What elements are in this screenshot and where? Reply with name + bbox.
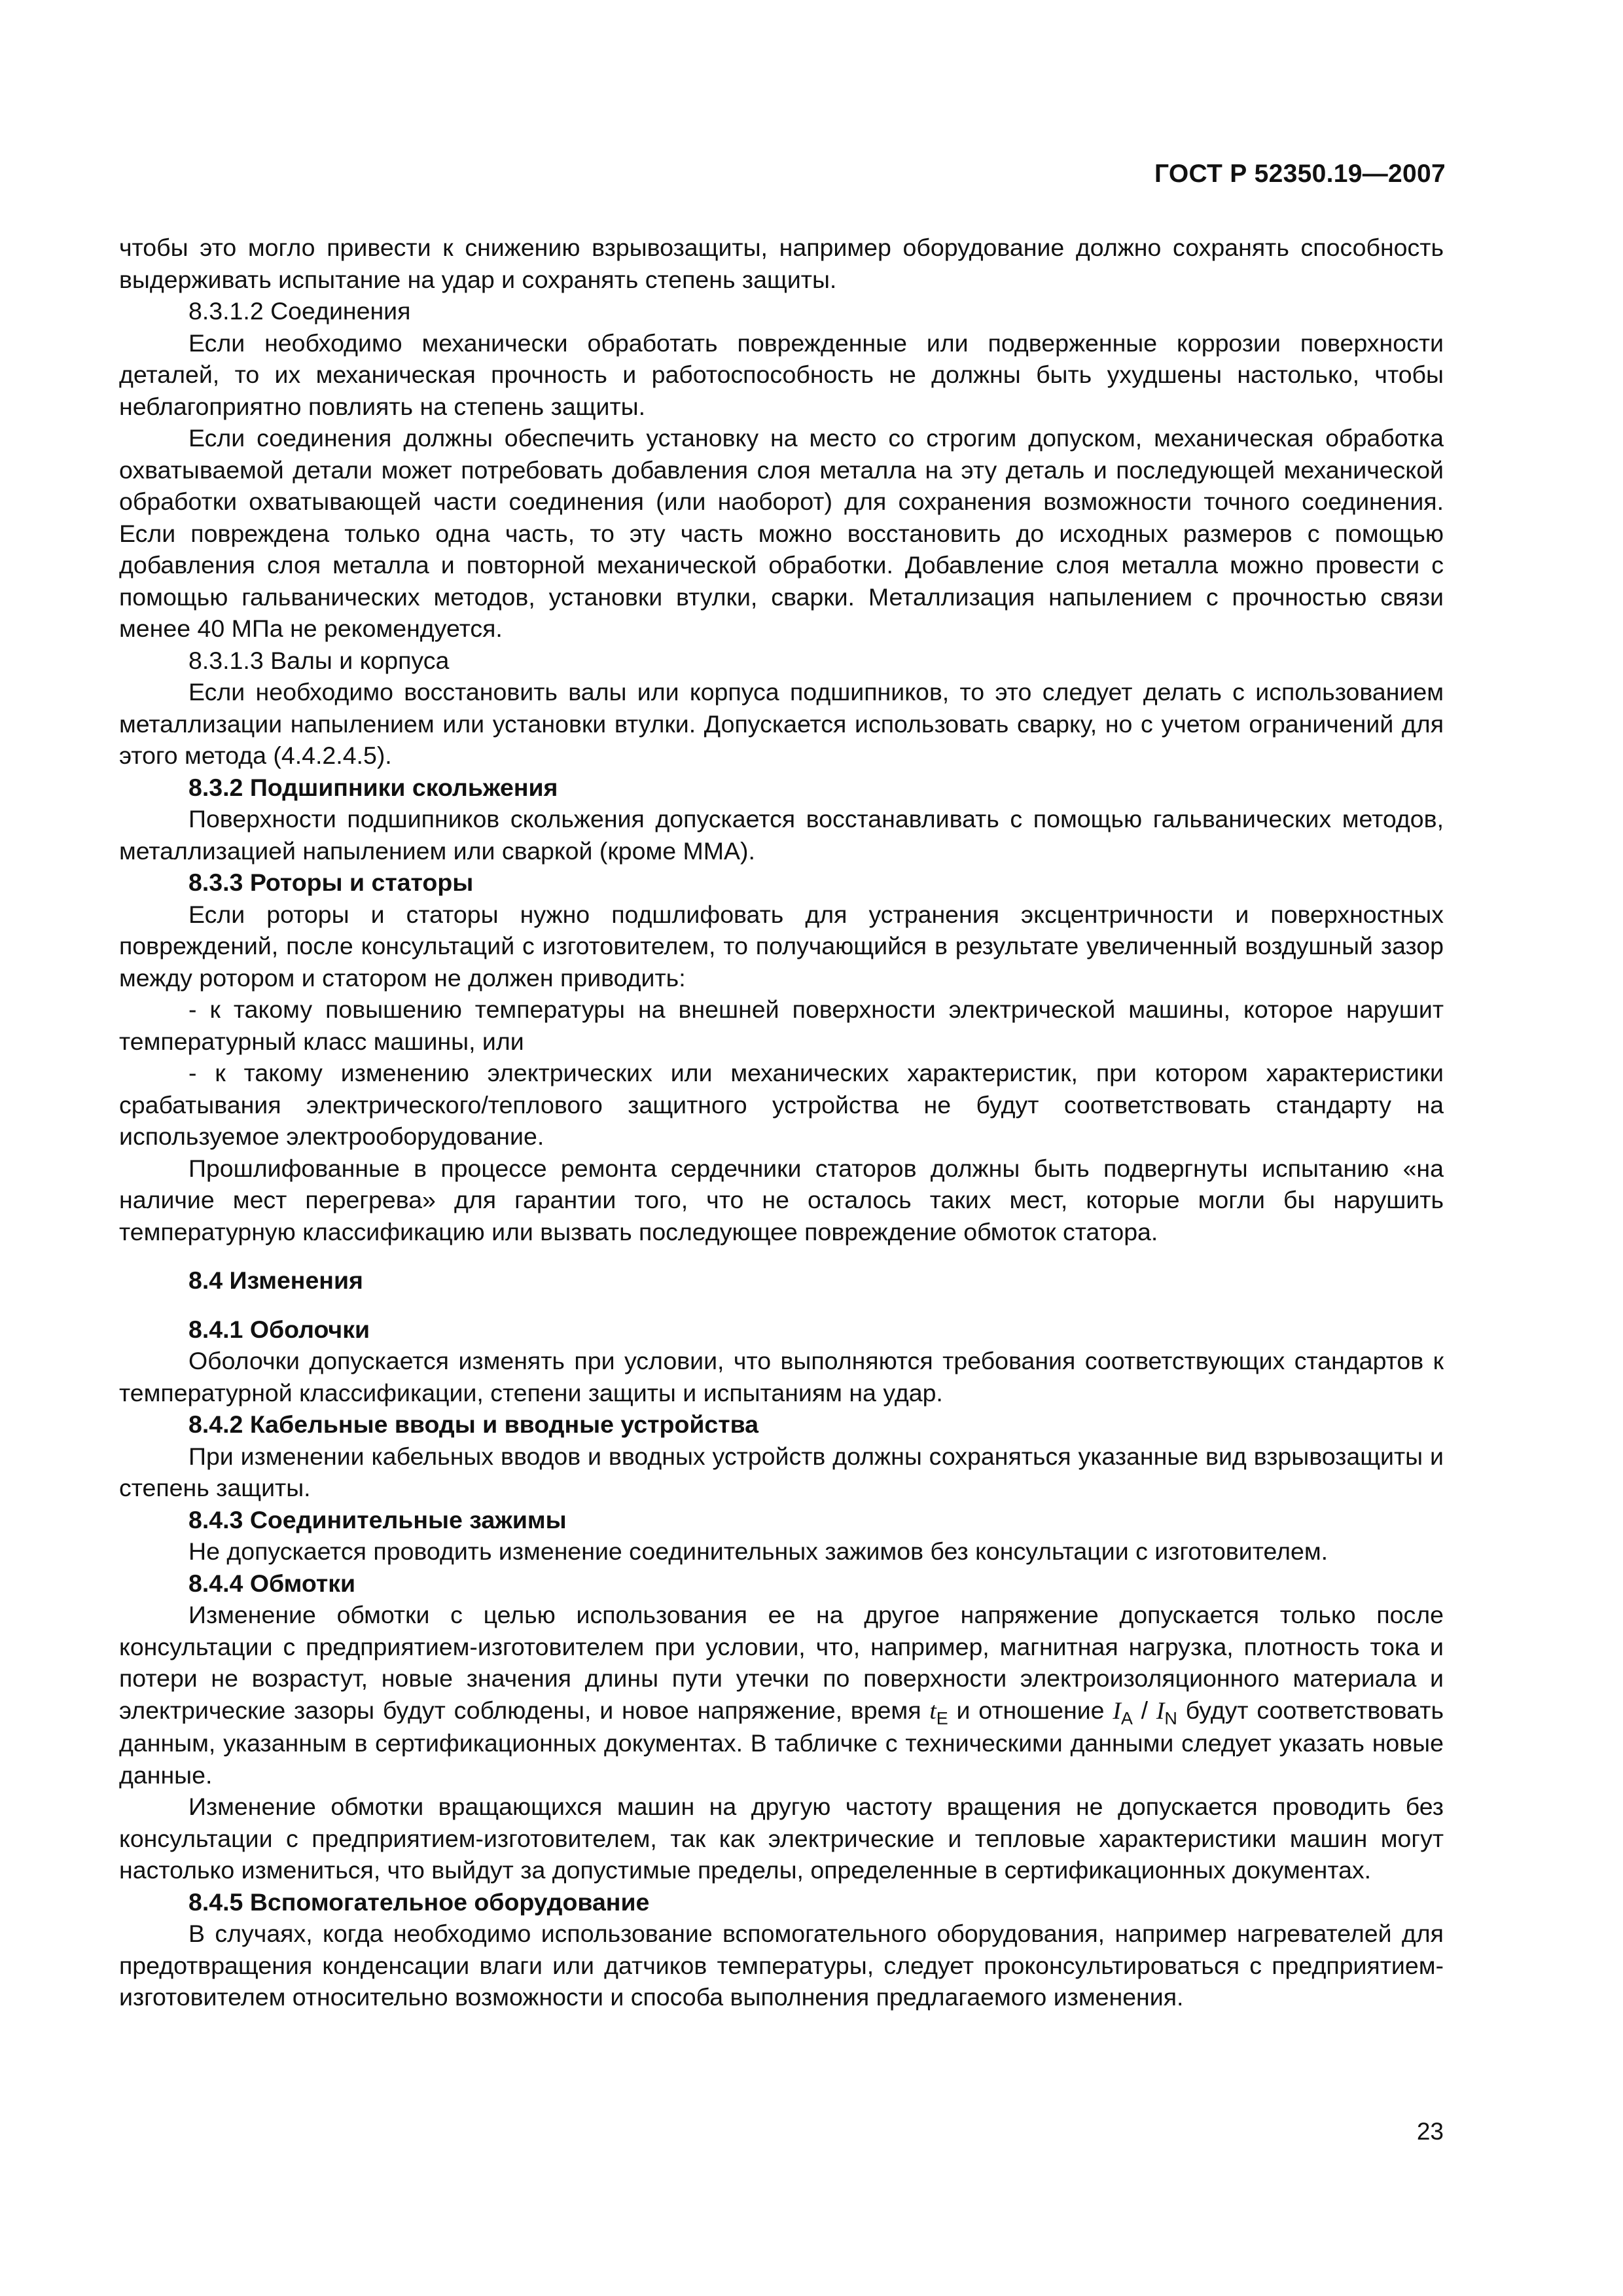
- paragraph: Прошлифованные в процессе ремонта сердечники статоров должны быть подвергнуты испытанию «на наличие мест перегрева» для гарантии того, что не осталось таких мест, которые могли бы нарушить температурную классификацию или вызвать последующее повреждение обмоток статора.: [119, 1154, 1444, 1246]
- paragraph: Не допускается проводить изменение соединительных зажимов без консультации с изготовителем.: [188, 1537, 1329, 1565]
- paragraph: В случаях, когда необходимо использование вспомогательного оборудования, например нагревателей для предотвращения конденсации влаги или датчиков температуры, следует проконсультироваться с предприятием-изготовителем относительно возможности и способа выполнения предлагаемого изменения.: [119, 1920, 1444, 2011]
- list-item: - к такому повышению температуры на внешней поверхности электрической машины, которое нарушит температурный класс машины, или: [119, 996, 1444, 1055]
- section-heading-8-3-3: 8.3.3 Роторы и статоры: [188, 869, 474, 896]
- paragraph: Оболочки допускается изменять при условии, что выполняются требования соответствующих стандартов к температурной классификации, степени защиты и испытаниям на удар.: [119, 1347, 1444, 1407]
- document-code: ГОСТ Р 52350.19—2007: [1154, 160, 1446, 188]
- section-heading-8-3-2: 8.3.2 Подшипники скольжения: [188, 773, 558, 801]
- page-number: 23: [1416, 2118, 1444, 2145]
- symbol-i-a-subscript: A: [1120, 1708, 1133, 1729]
- paragraph: Если соединения должны обеспечить установку на место со строгим допуском, механическая обработка охватываемой детали может потребовать добавления слоя металла на эту деталь и последующей механической обработки охватывающей части соединения (или наоборот) для сохранения возможности точного соединения. Если повреждена только одна часть, то эту часть можно восстановить до исходных размеров с помощью добавления слоя металла и повторной механической обработки. Добавление слоя металла можно провести с помощью гальванических методов, установки втулки, сварки. Металлизация напылением с прочностью связи менее 40 МПа не рекомендуется.: [119, 424, 1444, 642]
- paragraph: Если необходимо восстановить валы или корпуса подшипников, то это следует делать с использованием металлизации напылением или установки втулки. Допускается использовать сварку, но с учетом ограничений для этого метода (4.4.2.4.5).: [119, 678, 1444, 769]
- symbol-t-subscript: E: [936, 1708, 948, 1729]
- subsection-heading-8-3-1-3: 8.3.1.3 Валы и корпуса: [188, 646, 450, 674]
- symbol-t: t: [929, 1697, 936, 1725]
- paragraph: Если роторы и статоры нужно подшлифовать для устранения эксцентричности и поверхностных повреждений, после консультаций с изготовителем, то получающийся в результате увеличенный воздушный зазор между ротором и статором не должен приводить:: [119, 900, 1444, 992]
- paragraph-windings: [119, 1599, 1444, 1791]
- symbol-i-a: I: [1113, 1697, 1121, 1725]
- symbol-slash: /: [1141, 1696, 1149, 1724]
- paragraph: Изменение обмотки вращающихся машин на другую частоту вращения не допускается проводить без консультации с предприятием-изготовителем, так как электрические и тепловые характеристики машин могут настолько измениться, что выйдут за допустимые пределы, определенные в сертификационных документах.: [119, 1793, 1444, 1884]
- section-heading-8-4-2: 8.4.2 Кабельные вводы и вводные устройства: [188, 1410, 759, 1438]
- text-run: будут соответствовать данным, указанным в сертификационных документах. В табличке с техническими данными следует указать новые данные.: [119, 1696, 1444, 1789]
- text-run: и отношение: [956, 1696, 1105, 1724]
- paragraph: чтобы это могло привести к снижению взрывозащиты, например оборудование должно сохранять способность выдерживать испытание на удар и сохранять степень защиты.: [119, 234, 1444, 293]
- text-run: Изменение обмотки с целью использования ее на другое напряжение допускается только после консультации с предприятием-изготовителем при условии, что, например, магнитная нагрузка, плотность тока и потери не возрастут, новые значения длины пути утечки по поверхности электроизоляционного материала и электрические зазоры будут соблюдены, и новое напряжение, время: [119, 1601, 1444, 1724]
- section-heading-8-4-3: 8.4.3 Соединительные зажимы: [188, 1505, 567, 1534]
- section-heading-8-4-1: 8.4.1 Оболочки: [188, 1315, 370, 1343]
- list-item: - к такому изменению электрических или механических характеристик, при котором характеристики срабатывания электрического/теплового защитного устройства не будут соответствовать стандарту на используемое электрооборудование.: [119, 1059, 1444, 1150]
- symbol-i-n: I: [1156, 1697, 1165, 1725]
- paragraph: Если необходимо механически обработать поврежденные или подверженные коррозии поверхности деталей, то их механическая прочность и работоспособность не должны быть ухудшены настолько, чтобы неблагоприятно повлиять на степень защиты.: [119, 329, 1444, 420]
- symbol-i-n-subscript: N: [1164, 1708, 1177, 1729]
- section-heading-8-4-5: 8.4.5 Вспомогательное оборудование: [188, 1888, 650, 1916]
- section-heading-8-4-4: 8.4.4 Обмотки: [188, 1569, 356, 1597]
- paragraph: При изменении кабельных вводов и вводных устройств должны сохраняться указанные вид взрывозащиты и степень защиты.: [119, 1442, 1444, 1501]
- paragraph: Поверхности подшипников скольжения допускается восстанавливать с помощью гальванических методов, металлизацией напылением или сваркой (кроме ММА).: [119, 805, 1444, 865]
- subsection-heading-8-3-1-2: 8.3.1.2 Соединения: [188, 297, 411, 325]
- section-heading-8-4: 8.4 Изменения: [188, 1266, 363, 1294]
- page-body: [119, 232, 1444, 2013]
